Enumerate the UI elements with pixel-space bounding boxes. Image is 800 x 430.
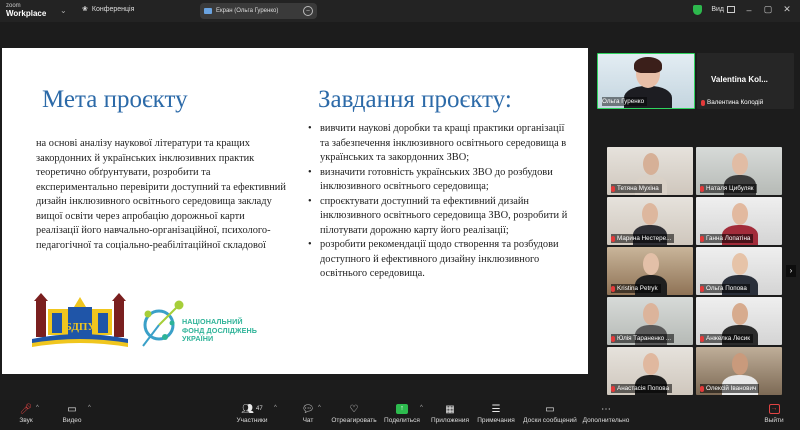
participant-name-label <box>611 234 674 243</box>
person-face <box>643 353 659 375</box>
participant-name: Анастасія Попова <box>617 385 670 392</box>
participant-name-label <box>611 334 674 343</box>
participants-button[interactable] <box>222 402 282 428</box>
shared-slide <box>2 48 588 374</box>
react-label: Отреагировать <box>331 417 377 424</box>
boards-label: Доски сообщений <box>523 417 577 424</box>
conference-label: Конференція <box>91 5 135 13</box>
slide-left-title: Мета проєкту <box>42 86 188 113</box>
share-label: Поделиться <box>384 417 420 424</box>
person-hair <box>634 57 662 73</box>
video-label: Видео <box>62 417 82 424</box>
mic-muted-icon <box>700 236 704 242</box>
mic-muted-icon <box>611 286 615 292</box>
bdpu-logo <box>30 293 132 349</box>
mic-muted-icon <box>611 386 615 392</box>
leave-label: Выйти <box>764 417 784 424</box>
video-tile[interactable] <box>696 297 782 345</box>
task-item: • розробити рекомендації щодо створення та розбудови доступного й ефективного дизайну інклюзивного освітнього середовища. <box>308 238 568 282</box>
nfdu-line: УКРАЇНИ <box>182 334 214 343</box>
participant-name: Марина Нестере... <box>617 235 672 242</box>
person-face <box>732 253 748 275</box>
participant-name-label <box>700 334 753 343</box>
chat-label: Чат <box>302 417 314 424</box>
participant-name: Анжелка Лесик <box>706 335 751 342</box>
title-bar <box>0 0 800 22</box>
tasks-list <box>308 122 568 282</box>
zoom-logo-top: zoom <box>6 3 21 9</box>
person-face <box>642 203 658 225</box>
mic-muted-icon <box>701 100 705 106</box>
notes-icon: ☰ <box>491 403 501 415</box>
person-face <box>732 153 748 175</box>
chevron-up-icon[interactable]: ^ <box>88 405 91 411</box>
participant-name: Ганна Лопатіна <box>706 235 751 242</box>
participant-name: Ольга Попова <box>706 285 747 292</box>
video-tile[interactable] <box>696 247 782 295</box>
paw-icon: ❀ <box>82 6 88 13</box>
mic-muted-icon <box>700 186 704 192</box>
view-button[interactable] <box>711 6 735 13</box>
exit-icon: → <box>770 405 778 412</box>
video-tile[interactable] <box>696 347 782 395</box>
grid-icon <box>727 6 735 13</box>
person-face <box>643 253 659 275</box>
task-item: • визначити готовність українських ЗВО до розбудови інклюзивного освітнього середовища; <box>308 166 568 195</box>
chevron-up-icon[interactable]: ^ <box>36 405 39 411</box>
participants-count: 47 <box>256 406 263 412</box>
video-tile[interactable] <box>607 297 693 345</box>
notes-label: Примечания <box>477 417 515 424</box>
nfdu-text <box>182 318 257 344</box>
task-item: • спроєктувати доступний та ефективний дизайн інклюзивного освітнього середовища ЗВО, розробити й пілотувати дорожню карту його реалізації; <box>308 195 568 239</box>
more-button[interactable] <box>576 402 636 428</box>
notes-button[interactable] <box>466 402 526 428</box>
participant-name-label <box>700 184 757 193</box>
participant-name-label <box>602 97 647 106</box>
participant-name: Юлія Тараненко ... <box>617 335 672 342</box>
person-face <box>643 153 659 175</box>
view-label: Вид <box>711 6 724 13</box>
nfdu-logo <box>139 298 289 350</box>
chevron-down-icon[interactable]: ⌄ <box>60 6 67 15</box>
more-icon: ⋯ <box>601 403 611 415</box>
chevron-up-icon[interactable]: ^ <box>420 405 423 411</box>
meeting-toolbar <box>0 400 800 430</box>
mic-muted-icon <box>611 186 615 192</box>
participant-name: Наталя Цибуляк <box>706 185 754 192</box>
participants-icon: 👥︎ <box>241 403 254 415</box>
zoom-logo-bottom: Workplace <box>6 9 47 18</box>
participant-name-label <box>611 284 661 293</box>
video-tile[interactable] <box>696 147 782 195</box>
participant-name: Тетяна Мухіна <box>617 185 659 192</box>
video-tile[interactable] <box>607 247 693 295</box>
close-button[interactable]: ✕ <box>783 4 791 14</box>
task-item: • вивчити наукові доробки та кращі практики організації та забезпечення інклюзивного освітнього середовища в українських та закордонних ЗВО; <box>308 122 568 166</box>
video-tile-spotlight[interactable] <box>597 53 695 109</box>
screen-share-label: Екран (Ольга Гуренко) <box>216 8 279 14</box>
video-button[interactable] <box>42 402 102 428</box>
person-face <box>732 203 748 225</box>
chevron-up-icon[interactable]: ^ <box>274 405 277 411</box>
participant-name-label <box>701 98 766 107</box>
next-page-button[interactable]: › <box>786 265 796 277</box>
participants-label: Участники <box>236 417 268 424</box>
participant-display-name: Valentina Kol... <box>711 75 768 84</box>
mic-muted-icon <box>700 386 704 392</box>
leave-button[interactable] <box>744 402 800 428</box>
more-label: Дополнительно <box>582 417 630 424</box>
nfdu-mark-icon <box>139 298 185 350</box>
video-tile-valentina[interactable] <box>697 53 794 109</box>
participant-name-label <box>700 284 750 293</box>
person-face <box>732 303 748 325</box>
audio-label: Звук <box>19 417 33 424</box>
person-face <box>732 353 748 375</box>
slide-left-body: на основі аналізу наукової літератури та кращих закордонних й українських інклюзивних практик теоретично обґрунтувати, розробити та експериментально перевірити доступний та ефективний дизайн інклюзивного освітнього середовища закладу вищої освіти через апробацію дорожньої карти реалізації його навчально-організаційної, психолого-педагогічної та соціально-реабілітаційної складової <box>36 138 286 251</box>
heart-icon: ♡ <box>349 403 359 415</box>
window-controls <box>693 4 792 15</box>
participant-name-label <box>700 234 753 243</box>
video-tile[interactable] <box>607 197 693 245</box>
bdpu-logo-text: БДПУ <box>64 321 96 333</box>
video-tile[interactable] <box>607 147 693 195</box>
participant-name: Валентина Колодій <box>707 99 764 106</box>
camera-icon: ▭ <box>67 403 77 415</box>
participant-name-label <box>611 184 662 193</box>
video-tile[interactable] <box>696 197 782 245</box>
participant-name: Олексій Іванович <box>706 385 757 392</box>
participant-name-label <box>700 384 759 393</box>
slide-right-title: Завдання проєкту: <box>318 86 512 113</box>
maximize-button[interactable]: ▢ <box>763 4 773 14</box>
conference-info-button[interactable] <box>82 5 134 13</box>
participant-name: Kristina Petryk <box>617 285 658 292</box>
minimize-button[interactable]: – <box>746 4 752 15</box>
nfdu-line: ФОНД ДОСЛІДЖЕНЬ <box>182 325 258 335</box>
chevron-up-icon[interactable]: ^ <box>318 405 321 411</box>
person-face <box>643 303 659 325</box>
share-screen-icon: ↑ <box>396 404 408 414</box>
video-tile[interactable] <box>607 347 693 395</box>
mic-muted-icon <box>611 336 615 342</box>
mic-muted-icon <box>611 236 615 242</box>
nfdu-line: НАЦІОНАЛЬНИЙ <box>182 317 243 326</box>
screen-share-pill[interactable] <box>200 3 317 19</box>
shield-icon[interactable] <box>693 5 702 15</box>
apps-icon: ▦ <box>445 403 455 415</box>
boards-button[interactable] <box>520 402 580 428</box>
apps-label: Приложения <box>430 417 470 424</box>
participant-name: Ольга Гуренко <box>602 98 645 105</box>
zoom-logo <box>6 2 46 18</box>
minus-icon[interactable]: – <box>303 6 313 16</box>
chat-icon: 💬︎ <box>301 403 315 415</box>
whiteboard-icon: ▭ <box>545 403 555 415</box>
mic-muted-icon <box>700 336 704 342</box>
mic-off-icon: 🎤︎ <box>19 403 33 415</box>
screen-icon <box>204 8 212 14</box>
mic-muted-icon <box>700 286 704 292</box>
participant-name-label <box>611 384 672 393</box>
